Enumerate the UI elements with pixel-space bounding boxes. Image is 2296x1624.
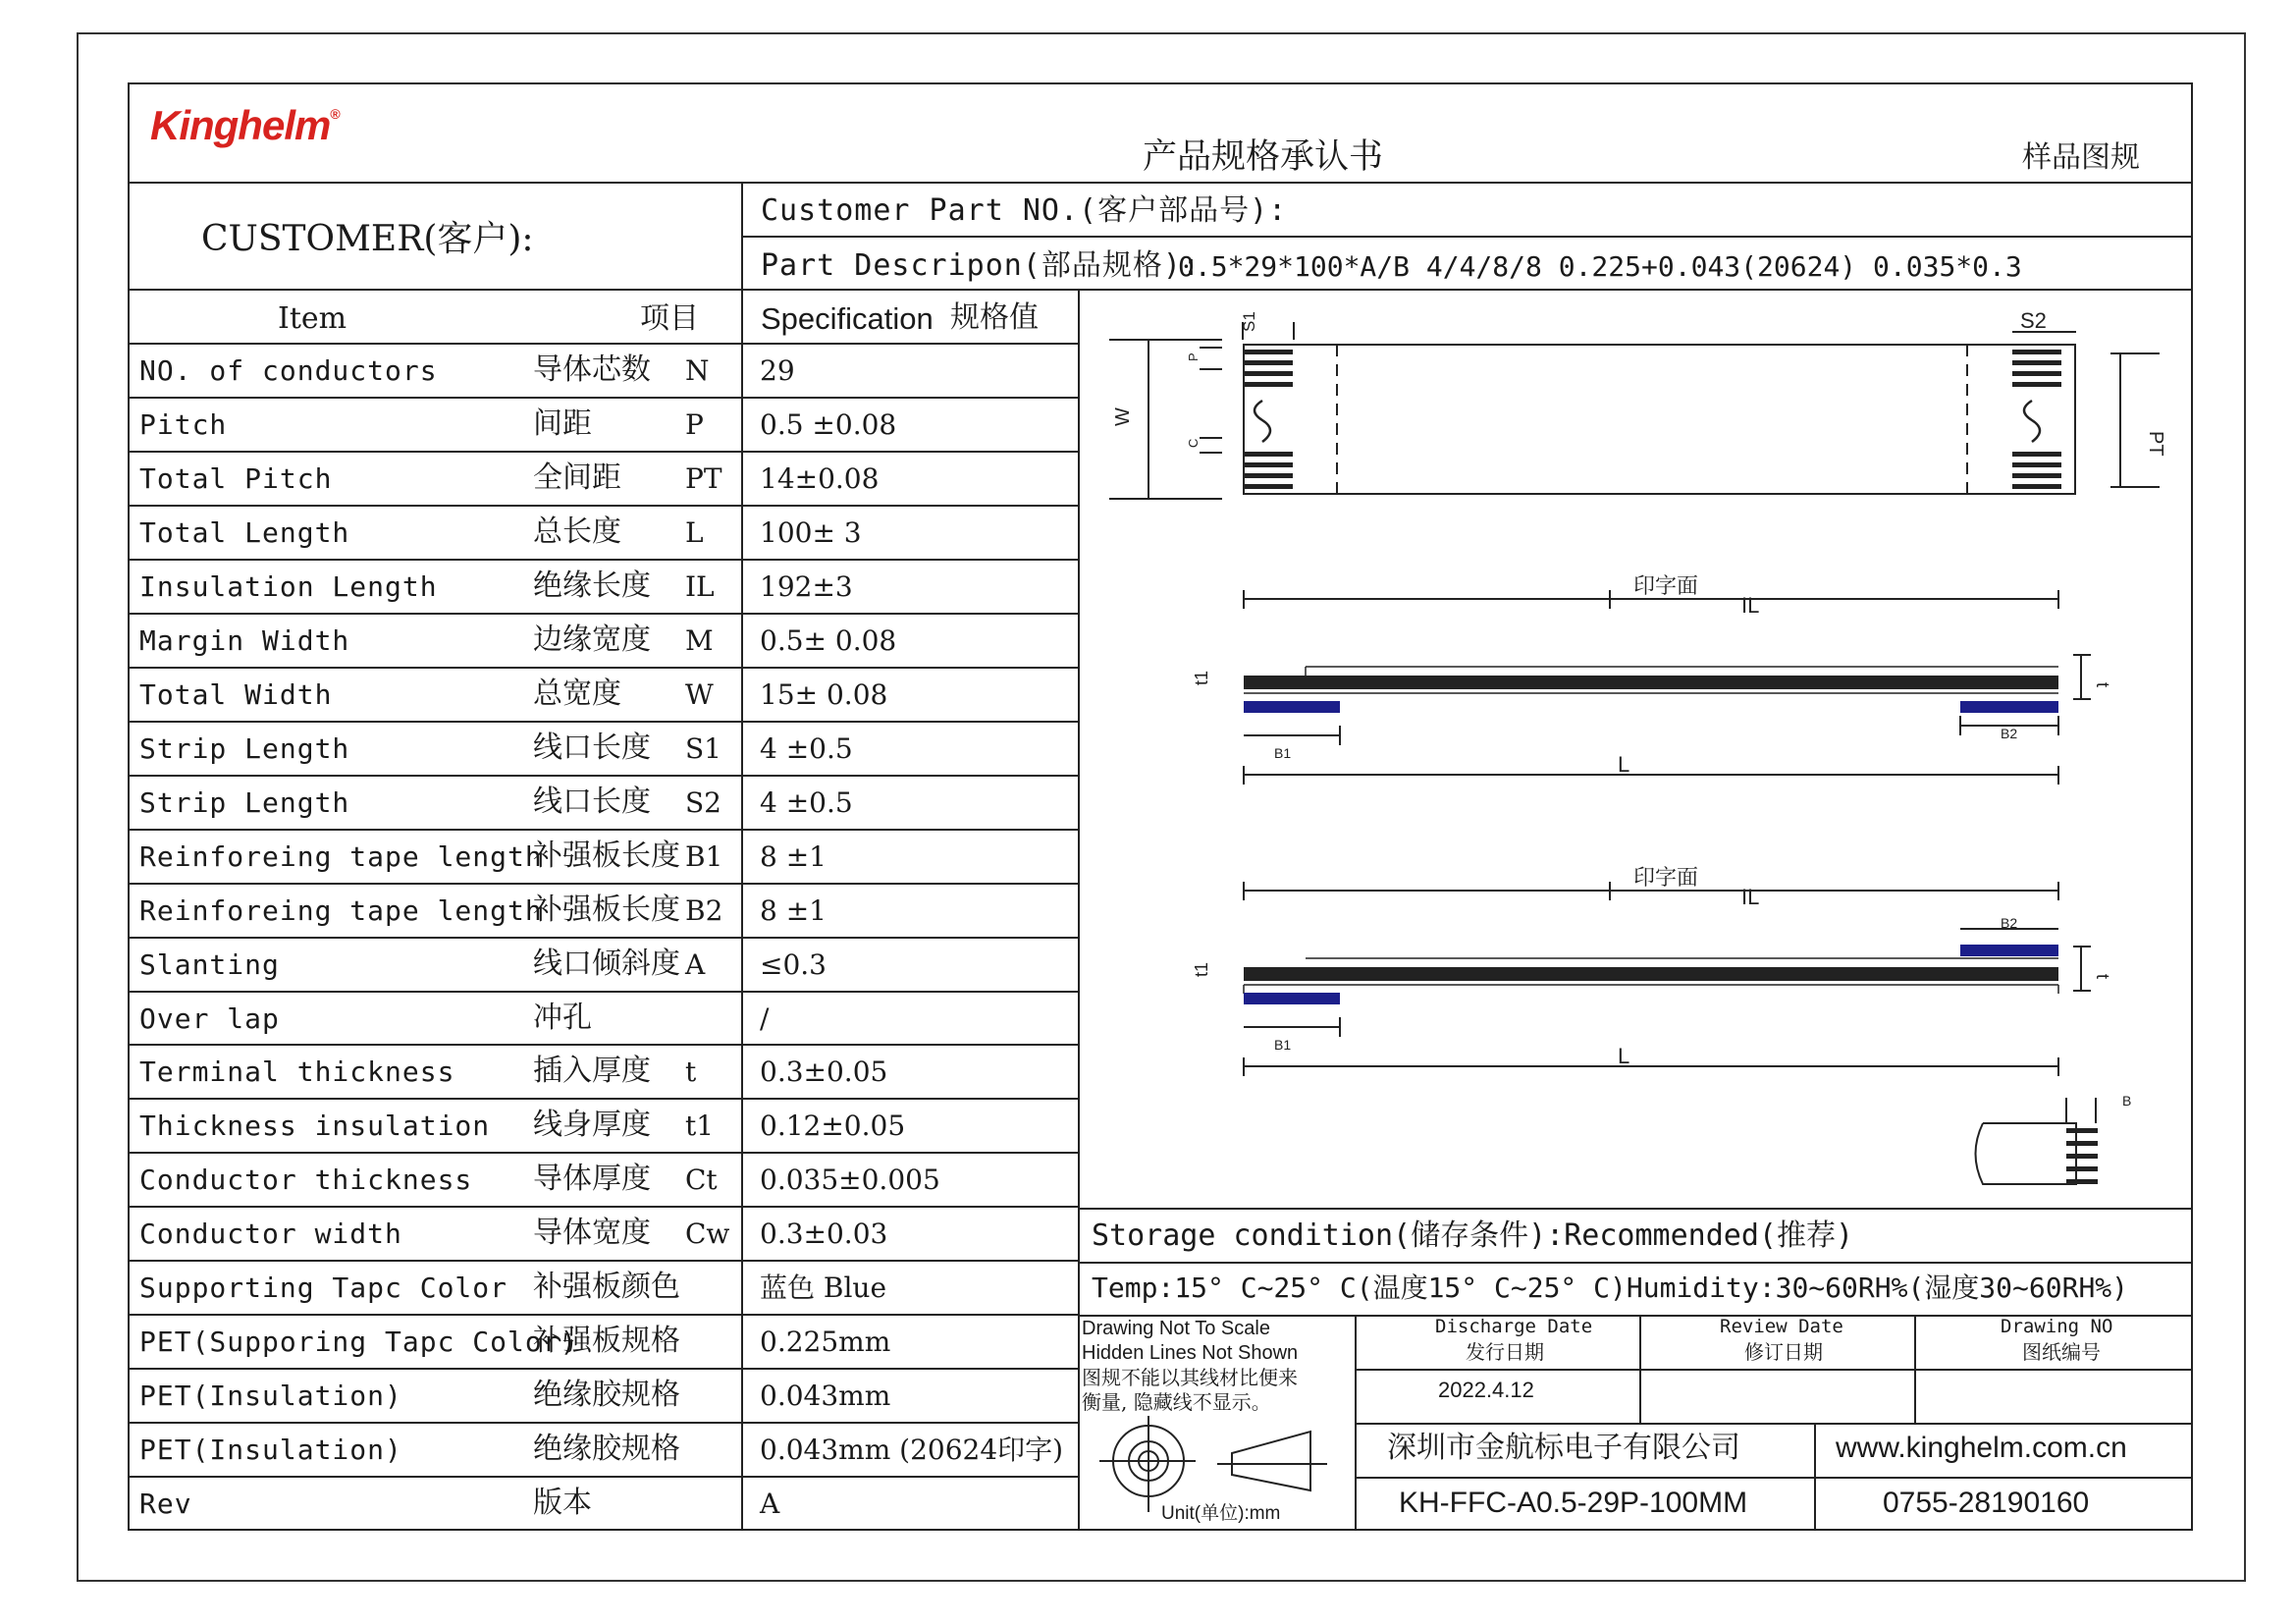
dim-s2: S2 [2020, 308, 2047, 333]
spec-item-cn: 导体芯数 [533, 352, 651, 387]
reinforce-b2-1 [1960, 701, 2058, 713]
spec-item-cn: 边缘宽度 [533, 622, 651, 657]
reinforce-b1-2 [1244, 993, 1340, 1004]
spec-item-en: NO. of conductors [139, 354, 438, 387]
doc-type: 样品图规 [2022, 140, 2140, 175]
dim-p: P [1186, 352, 1201, 361]
reinforce-b1-1 [1244, 701, 1340, 713]
dim-t-2: t [2093, 974, 2112, 980]
row-divider [128, 559, 1078, 561]
spec-value: 0.3±0.05 [760, 1056, 888, 1089]
spec-item-en: PET(Supporing Tapc Color) [139, 1326, 578, 1359]
dim-pt: PT [2145, 431, 2166, 457]
spec-item-en: Rev [139, 1488, 192, 1521]
spec-item-cn: 补强板颜色 [533, 1270, 680, 1305]
spec-item-en: PET(Insulation) [139, 1434, 402, 1467]
spec-value: 0.225mm [760, 1326, 891, 1359]
drawing-no-label-cn: 图纸编号 [2022, 1340, 2101, 1364]
spec-item-en: Total Pitch [139, 461, 333, 495]
dim-l-2: L [1618, 1044, 1630, 1068]
spec-value: 100± 3 [760, 515, 862, 549]
s1-conductors [1244, 350, 1293, 489]
part-number: KH-FFC-A0.5-29P-100MM [1399, 1487, 1748, 1519]
row-divider [128, 397, 1078, 399]
dim-t1-1: t1 [1192, 670, 1211, 685]
print-side-2: 印字面 [1633, 865, 1699, 890]
note-hidden-lines: Hidden Lines Not Shown [1082, 1342, 1299, 1364]
part-description-value: 0.5*29*100*A/B 4/4/8/8 0.225+0.043(20624) 0.035*0.3 [1178, 250, 2022, 283]
spec-item-cn: 绝缘胶规格 [533, 1432, 680, 1467]
s2-conductors [2012, 350, 2061, 489]
spec-item-symbol: t [685, 1056, 697, 1089]
row-divider [128, 1152, 1078, 1154]
row-divider [128, 937, 1078, 939]
row-divider [128, 1476, 1078, 1478]
dim-t1-2: t1 [1192, 961, 1211, 977]
spec-value: 0.035±0.005 [760, 1164, 940, 1197]
row-divider [128, 1368, 1078, 1370]
spec-item-en: Reinforeing tape length [139, 839, 543, 873]
discharge-date-label-cn: 发行日期 [1466, 1340, 1544, 1364]
spec-item-cn: 总长度 [533, 514, 621, 549]
spec-item-symbol: B2 [685, 893, 723, 927]
spec-item-cn: 补强板规格 [533, 1324, 680, 1359]
row-divider [128, 991, 1078, 993]
spec-item-cn: 导体厚度 [533, 1162, 651, 1197]
spec-item-cn: 全间距 [533, 460, 621, 495]
spec-value: 蓝色 Blue [760, 1272, 887, 1305]
customer-label: CUSTOMER(客户): [201, 219, 534, 259]
row-divider [128, 451, 1078, 453]
review-date-label-cn: 修订日期 [1744, 1340, 1823, 1364]
spec-value: 14±0.08 [760, 461, 880, 495]
kinghelm-logo: Kinghelm® [150, 102, 340, 148]
spec-item-en: Thickness insulation [139, 1110, 491, 1143]
spec-item-cn: 绝缘胶规格 [533, 1378, 680, 1413]
dim-l-1: L [1618, 752, 1630, 777]
spec-item-cn: 总宽度 [533, 676, 621, 711]
detail-conductors [2066, 1128, 2098, 1184]
spec-item-en: Reinforeing tape length [139, 893, 543, 927]
row-divider [128, 721, 1078, 723]
cable-body-2 [1244, 967, 2058, 981]
spec-item-symbol: Ct [685, 1164, 718, 1197]
row-divider [128, 1260, 1078, 1262]
spec-item-en: Insulation Length [139, 569, 438, 603]
dim-w: W [1112, 407, 1134, 426]
dim-b2-1: B2 [2001, 726, 2018, 741]
note-cn-2: 衡量, 隐藏线不显示。 [1082, 1390, 1271, 1414]
dim-c: C [1186, 438, 1201, 448]
drawing-no-label: Drawing NO [2001, 1316, 2113, 1337]
spec-item-symbol: A [685, 947, 706, 981]
header-spec: Specification [761, 301, 934, 336]
spec-item-symbol: N [685, 354, 710, 387]
dim-s1: S1 [1240, 311, 1258, 332]
spec-item-symbol: S2 [685, 785, 721, 819]
spec-value: 15± 0.08 [760, 677, 888, 711]
header-item: Item [278, 301, 347, 336]
header-item-cn: 项目 [640, 301, 699, 336]
spec-value: A [760, 1488, 780, 1521]
spec-value: 29 [760, 354, 795, 387]
spec-item-symbol: S1 [685, 731, 721, 765]
dim-b-detail: B [2122, 1093, 2132, 1109]
row-divider [128, 1044, 1078, 1046]
row-divider [128, 775, 1078, 777]
company-website: www.kinghelm.com.cn [1836, 1432, 2127, 1464]
spec-item-symbol: PT [685, 461, 722, 495]
spec-item-symbol: IL [685, 569, 715, 603]
row-divider [128, 829, 1078, 831]
company-name: 深圳市金航标电子有限公司 [1387, 1431, 1740, 1465]
spec-item-en: Strip Length [139, 731, 350, 765]
spec-item-en: Total Width [139, 677, 333, 711]
storage-condition: Storage condition(储存条件):Recommended(推荐) [1092, 1218, 1854, 1253]
row-divider [128, 883, 1078, 885]
phone-number: 0755-28190160 [1883, 1487, 2090, 1519]
note-cn-1: 图规不能以其线材比便来 [1082, 1366, 1298, 1389]
spec-value: 0.043mm [760, 1380, 891, 1413]
spec-value: ≤0.3 [760, 947, 827, 981]
part-description-label: Part Descripon(部品规格): [761, 248, 1201, 283]
spec-item-en: Terminal thickness [139, 1056, 455, 1089]
spec-item-en: Strip Length [139, 785, 350, 819]
spec-item-symbol: Cw [685, 1218, 730, 1251]
spec-item-en: Over lap [139, 1001, 280, 1035]
spec-item-cn: 补强板长度 [533, 838, 680, 873]
spec-item-en: Pitch [139, 407, 228, 441]
dim-b1-2: B1 [1274, 1037, 1292, 1053]
ffc-cable-drawing [1080, 291, 2192, 1206]
spec-item-symbol: B1 [685, 839, 723, 873]
spec-value: 0.3±0.03 [760, 1218, 888, 1251]
spec-item-cn: 绝缘长度 [533, 568, 651, 603]
header-spec-cn: 规格值 [950, 300, 1039, 335]
spec-item-symbol: t1 [685, 1110, 715, 1143]
customer-part-no-label: Customer Part NO.(客户部品号): [761, 193, 1288, 228]
dim-il-1: IL [1741, 593, 1760, 618]
row-divider [128, 1206, 1078, 1208]
print-side-1: 印字面 [1633, 573, 1699, 598]
spec-item-symbol: W [685, 677, 714, 711]
spec-item-cn: 冲孔 [533, 1000, 592, 1035]
cable-top-view [1244, 345, 2075, 494]
dim-t-1: t [2093, 682, 2112, 688]
unit-label: Unit(单位):mm [1161, 1503, 1281, 1524]
row-divider [128, 667, 1078, 669]
spec-value: 8 ±1 [760, 893, 827, 927]
spec-value: 0.5± 0.08 [760, 623, 897, 657]
note-not-to-scale: Drawing Not To Scale [1082, 1318, 1270, 1339]
storage-temp: Temp:15° C~25° C(温度15° C~25° C)Humidity:30~60RH%(湿度30~60RH%) [1092, 1272, 2129, 1304]
cable-body-1 [1244, 676, 2058, 689]
spec-item-en: Slanting [139, 947, 280, 981]
dim-b1-1: B1 [1274, 745, 1292, 761]
dim-il-2: IL [1741, 885, 1760, 909]
dim-b2-2: B2 [2001, 915, 2018, 931]
spec-value: 0.12±0.05 [760, 1110, 906, 1143]
spec-value: 8 ±1 [760, 839, 827, 873]
spec-item-en: Conductor width [139, 1218, 402, 1251]
spec-item-en: Conductor thickness [139, 1164, 473, 1197]
spec-value: 0.043mm (20624印字) [760, 1434, 1064, 1467]
row-divider [128, 613, 1078, 615]
spec-item-cn: 插入厚度 [533, 1054, 651, 1089]
spec-value: / [760, 1001, 770, 1035]
doc-title: 产品规格承认书 [1143, 137, 1384, 177]
row-divider [128, 1314, 1078, 1316]
spec-item-cn: 版本 [533, 1486, 592, 1521]
spec-item-cn: 导体宽度 [533, 1216, 651, 1251]
spec-item-symbol: M [685, 623, 714, 657]
discharge-date-value: 2022.4.12 [1438, 1378, 1534, 1402]
spec-item-en: PET(Insulation) [139, 1380, 402, 1413]
spec-value: 4 ±0.5 [760, 731, 853, 765]
row-divider [128, 1422, 1078, 1424]
spec-item-cn: 线口倾斜度 [533, 946, 680, 981]
spec-value: 192±3 [760, 569, 853, 603]
row-divider [128, 505, 1078, 507]
spec-item-symbol: P [685, 407, 704, 441]
spec-item-cn: 间距 [533, 406, 592, 441]
spec-item-symbol: L [685, 515, 704, 549]
spec-item-en: Total Length [139, 515, 350, 549]
spec-item-cn: 线身厚度 [533, 1108, 651, 1143]
row-divider [128, 1098, 1078, 1100]
reinforce-b2-2 [1960, 945, 2058, 956]
spec-value: 4 ±0.5 [760, 785, 853, 819]
spec-item-en: Supporting Tapc Color [139, 1272, 508, 1305]
discharge-date-label: Discharge Date [1435, 1316, 1593, 1337]
spec-value: 0.5 ±0.08 [760, 407, 897, 441]
spec-item-cn: 线口长度 [533, 784, 651, 819]
spec-item-cn: 线口长度 [533, 730, 651, 765]
spec-item-cn: 补强板长度 [533, 892, 680, 927]
spec-item-en: Margin Width [139, 623, 350, 657]
review-date-label: Review Date [1720, 1316, 1843, 1337]
